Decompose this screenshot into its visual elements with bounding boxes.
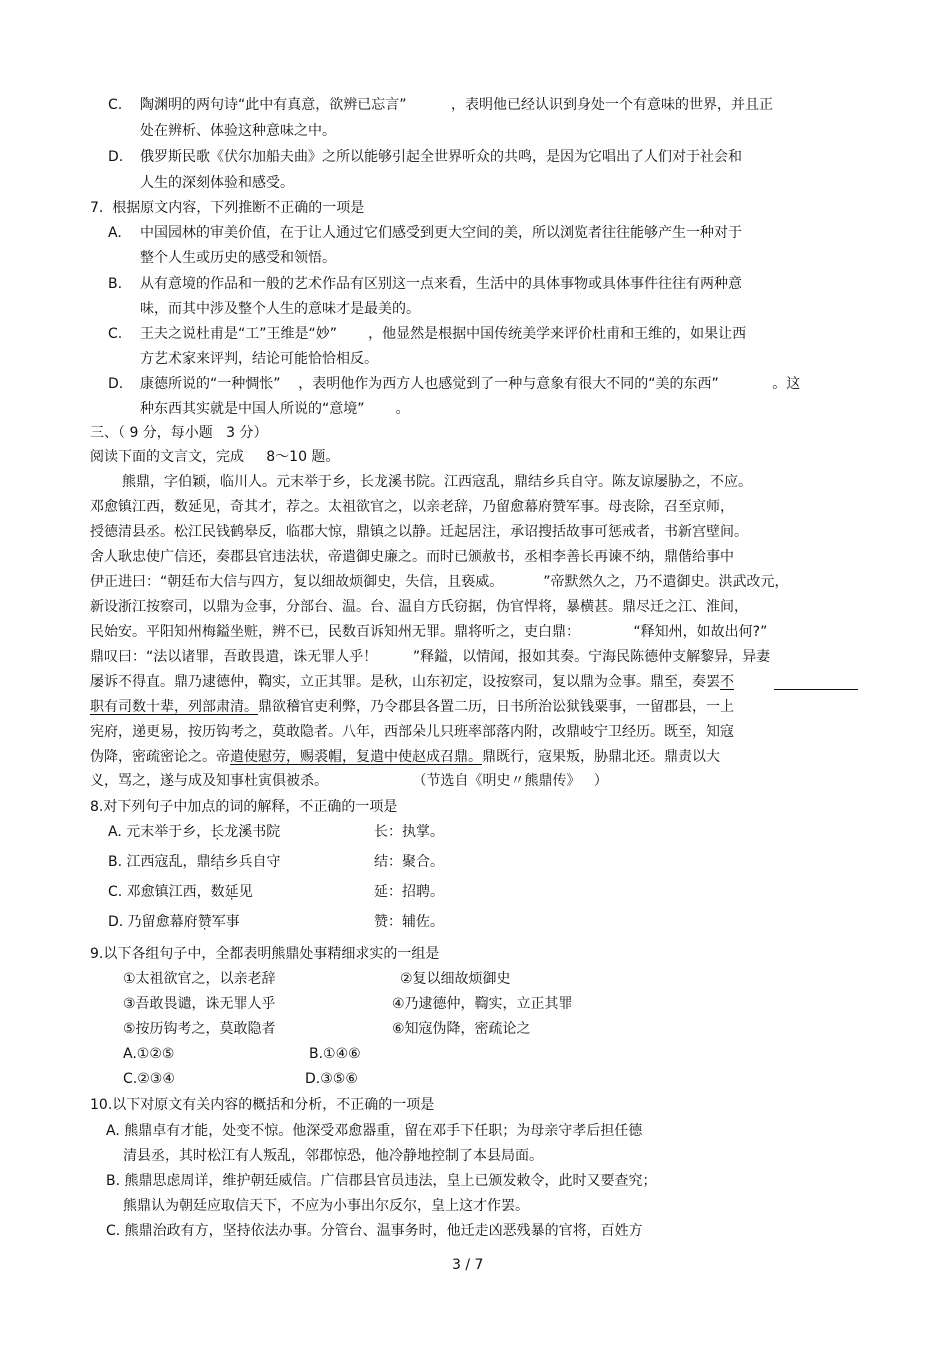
passage-line: 邓愈镇江西，数延见，奇其才，荐之。太祖欲官之，以亲老辞，乃留愈幕府赞军事。母丧除，召至京师，: [90, 499, 734, 515]
passage-text: 鼎既行，寇果叛，胁鼎北还。鼎责以大: [482, 749, 720, 765]
option-text: A.①②⑤: [123, 1046, 175, 1062]
option-text-post: 龙溪书院: [224, 824, 281, 840]
option-text: 种东西其实就是中国人所说的“意境” 。: [140, 401, 410, 417]
passage-line: 舍人耿忠使广信还，奏郡县官违法状，帝遣御史廉之。而时已颁赦书，丞相李善长再谏不纳，鼎偕给事中: [90, 549, 734, 565]
option-text: C. 熊鼎治政有方，坚持依法办事。分管台、温事务时，他迁走凶恶残暴的官将，百姓方: [106, 1223, 643, 1239]
passage-line: 伊正进曰：“朝廷布大信与四方，复以细故烦御史，失信，且亵威。 ”帝默然久之，乃不遣御史。洪武改元，: [90, 574, 789, 590]
dotted-word: 延: [224, 884, 239, 900]
option-text: 方艺术家来评判，结论可能恰恰相反。: [140, 351, 378, 367]
sentence-item: ②复以细故烦御史: [400, 971, 511, 987]
option-text: 处在辨析、体验这种意味之中。: [140, 123, 336, 139]
passage-text: 屡诉不得直。鼎乃逮德仲，鞫实，立正其罪。是秋，山东初定，设按察司，复以鼎为佥事。鼎至，奏罢: [90, 674, 720, 690]
passage-line: [90, 697, 734, 717]
option-text-pre: A. 元末举于乡，: [108, 824, 211, 840]
option-text: 俄罗斯民歌《伏尔加船夫曲》之所以能够引起全世界听众的共鸣，是因为它唱出了人们对于社会和: [140, 149, 742, 165]
option-text: [108, 912, 240, 932]
passage-line: 义，骂之，遂与成及知事杜寅俱被杀。 （节选自《明史〃熊鼎传》 ）: [90, 773, 608, 789]
underline-extension: [774, 689, 858, 690]
option-text: 整个人生或历史的感受和领悟。: [140, 250, 336, 266]
option-text: [108, 852, 281, 872]
underlined-sentence: 职有司数十辈，列部肃清。: [90, 699, 258, 715]
option-text: D.③⑤⑥: [305, 1071, 358, 1087]
dotted-word: 赞: [197, 914, 212, 930]
passage-line: 宪府，递更易，按历钩考之，莫敢隐者。八年，西部朵儿只班率部落内附，改鼎岐宁卫经历。既至，知寇: [90, 724, 734, 740]
option-text: 清县丞，其时松江有人叛乱，邻郡惊恐，他冷静地控制了本县局面。: [123, 1148, 543, 1164]
option-text: 熊鼎认为朝廷应取信天下，不应为小事出尔反尔，皇上这才作罢。: [123, 1198, 529, 1214]
sentence-item: ③吾敢畏谴，诛无罪人乎: [123, 996, 276, 1012]
passage-line: 熊鼎，字伯颖，临川人。元末举于乡，长龙溪书院。江西寇乱，鼎结乡兵自守。陈友谅屡胁之，不应。: [122, 474, 752, 490]
passage-line: 鼎叹曰：“法以诸罪，吾敢畏遣，诛无罪人乎！ ”释鎰，以情闻，报如其奏。宁海民陈德仲支解黎异，异妻: [90, 649, 771, 665]
page-number: 3 / 7: [452, 1257, 484, 1273]
sentence-item: ④乃逮德仲，鞫实，立正其罪: [392, 996, 573, 1012]
option-text: 中国园林的审美价值，在于让人通过它们感受到更大空间的美，所以浏览者往往能够产生一种对于: [140, 225, 742, 241]
passage-text: 鼎欲稽官吏利弊，乃令郡县各置二历，日书所治讼狱钱粟事，一留郡县，一上: [258, 699, 734, 715]
option-label: C.: [108, 97, 123, 113]
option-text: 味，而其中涉及整个人生的意味才是最美的。: [140, 301, 420, 317]
option-label: D.: [108, 149, 124, 165]
option-text-pre: B. 江西寇乱，鼎: [108, 854, 211, 870]
option-text: [108, 822, 280, 842]
sentence-item: ①太祖欲官之，以亲老辞: [123, 971, 276, 987]
option-text: B. 熊鼎思虑周详，维护朝廷威信。广信郡县官员违法，皇上已颁发敕令，此时又要查究；: [106, 1173, 657, 1189]
passage-line: 新设浙江按察司，以鼎为佥事，分部台、温。台、温自方氏窃据，伪官悍将，暴横甚。鼎尽迁之江、淮间，: [90, 599, 748, 615]
option-text: 王夫之说杜甫是“工”王维是“妙” ，他显然是根据中国传统美学来评价杜甫和王维的，如果让西: [140, 326, 747, 342]
option-text: 康德所说的“一种惆怅” ，表明他作为西方人也感觉到了一种与意象有很大不同的“美的东西” 。这: [140, 376, 801, 392]
question-7-stem: 7. 根据原文内容，下列推断不正确的一项是: [90, 200, 365, 216]
question-9-stem: 9.以下各组句子中，全都表明熊鼎处事精细求实的一组是: [90, 946, 440, 962]
option-text: C.②③④: [123, 1071, 175, 1087]
option-gloss: 长：执掌。: [374, 824, 444, 840]
sentence-item: ⑤按历钩考之，莫敢隐者: [123, 1021, 276, 1037]
question-8-stem: 8.对下列句子中加点的词的解释，不正确的一项是: [90, 799, 398, 815]
option-text-post: 乡兵自守: [224, 854, 281, 870]
section-heading: 三、（ 9 分，每小题 3 分）: [90, 425, 268, 441]
option-text: 陶渊明的两句诗“此中有真意，欲辨已忘言” ，表明他已经认识到身处一个有意味的世界，并且正: [140, 97, 774, 113]
underlined-sentence: 遣使慰劳，赐裘帽，复遣中使赵成召鼎。: [230, 749, 482, 765]
dotted-word: 结: [210, 854, 225, 870]
option-text: A. 熊鼎卓有才能，处变不惊。他深受邓愈器重，留在邓手下任职；为母亲守孝后担任德: [106, 1123, 643, 1139]
option-gloss: 赞：辅佐。: [374, 914, 444, 930]
option-text-post: 军事: [211, 914, 240, 930]
passage-text: 伪降，密疏密论之。帝: [90, 749, 230, 765]
option-text: [108, 882, 253, 902]
option-text-pre: D. 乃留愈幕府: [108, 914, 198, 930]
underlined-sentence: 不: [720, 674, 734, 690]
section-instruction: 阅读下面的文言文，完成 8～10 题。: [90, 449, 340, 465]
option-label: C.: [108, 326, 123, 342]
option-text: 人生的深刻体验和感受。: [140, 175, 294, 191]
option-text: 从有意境的作品和一般的艺术作品有区别这一点来看，生活中的具体事物或具体事件往往有两种意: [140, 276, 742, 292]
option-label: A.: [108, 225, 122, 241]
passage-line: 民始安。平阳知州梅鎰坐赃，辨不已，民数百诉知州无罪。鼎将听之，吏白鼎： “释知州，如故出何?”: [90, 624, 768, 640]
option-label: D.: [108, 376, 124, 392]
option-label: B.: [108, 276, 123, 292]
option-text: B.①④⑥: [309, 1046, 361, 1062]
option-text-pre: C. 邓愈镇江西，数: [108, 884, 225, 900]
question-10-stem: 10.以下对原文有关内容的概括和分析，不正确的一项是: [90, 1097, 435, 1113]
sentence-item: ⑥知寇伪降，密疏论之: [392, 1021, 531, 1037]
option-gloss: 延：招聘。: [374, 884, 444, 900]
passage-line: [90, 747, 720, 767]
passage-line: 授德清县丞。松江民钱鹤皋反，临郡大惊，鼎镇之以静。迁起居注，承诏搜括故事可惩戒者，书新宫壁间。: [90, 524, 748, 540]
option-text-post: 见: [238, 884, 253, 900]
dotted-word: 长: [210, 824, 225, 840]
option-gloss: 结：聚合。: [374, 854, 444, 870]
passage-line: [90, 672, 734, 692]
